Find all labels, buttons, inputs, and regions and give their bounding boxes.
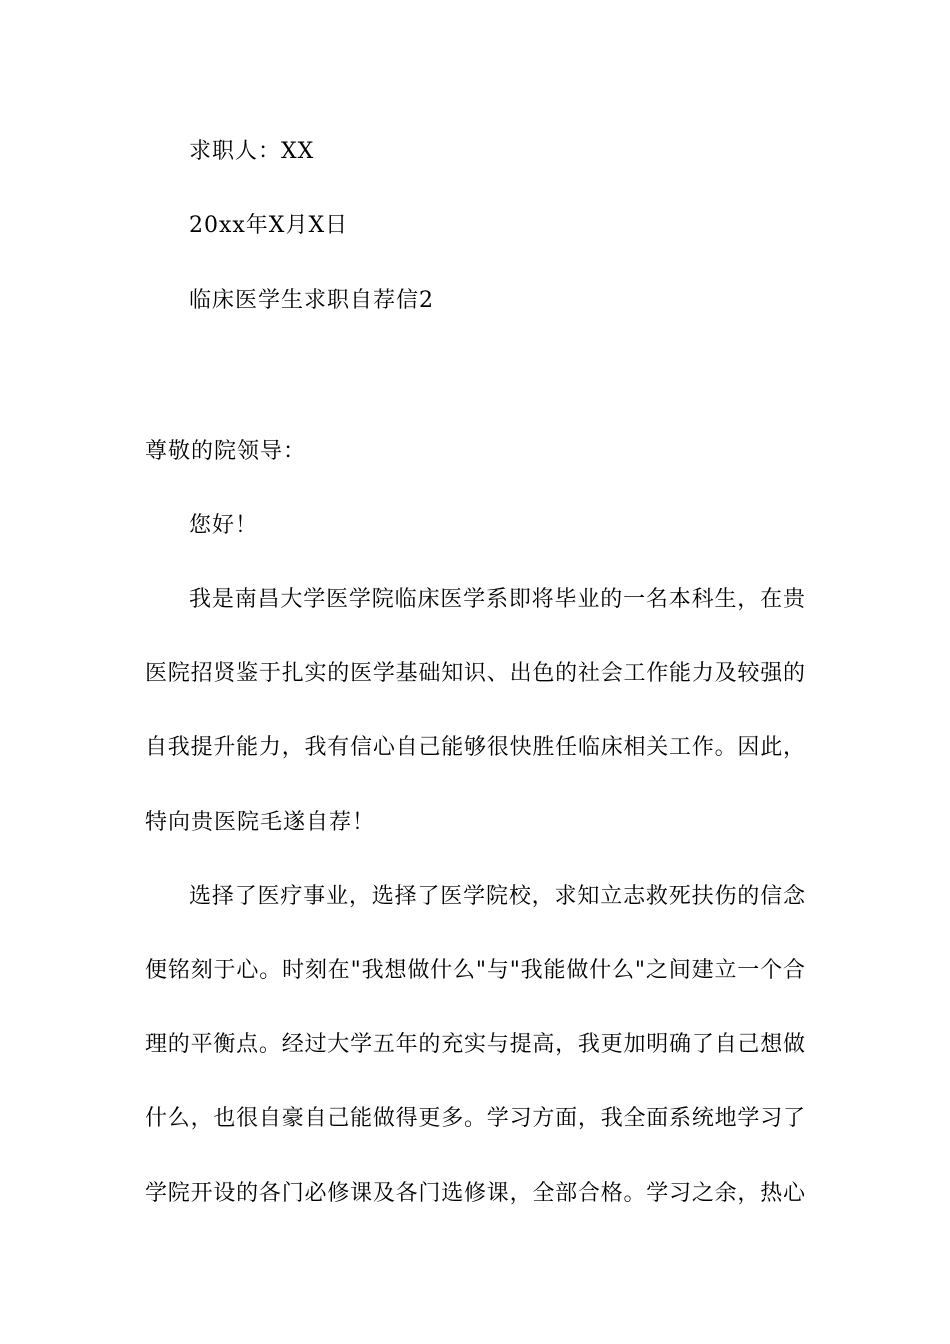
letter-heading: 临床医学生求职自荐信2 xyxy=(189,288,434,313)
paragraph-line: 医院招贤鉴于扎实的医学基础知识、出色的社会工作能力及较强的 xyxy=(145,661,805,686)
paragraph-line: 学院开设的各门必修课及各门选修课，全部合格。学习之余，热心 xyxy=(145,1181,805,1206)
paragraph-line: 什么，也很自豪自己能做得更多。学习方面，我全面系统地学习了 xyxy=(145,1106,805,1131)
paragraph-line: 特向贵医院毛遂自荐！ xyxy=(145,810,376,835)
paragraph-line: 自我提升能力，我有信心自己能够很快胜任临床相关工作。因此， xyxy=(145,735,805,760)
paragraph-line: 选择了医疗事业，选择了医学院校，求知立志救死扶伤的信念 xyxy=(189,884,805,909)
greeting: 您好！ xyxy=(189,513,259,538)
salutation: 尊敬的院领导： xyxy=(145,439,307,464)
paragraph-line: 便铭刻于心。时刻在"我想做什么"与"我能做什么"之间建立一个合 xyxy=(145,958,805,983)
applicant-line: 求职人：XX xyxy=(189,139,315,164)
date-line: 20xx年X月X日 xyxy=(189,213,349,238)
paragraph-line: 理的平衡点。经过大学五年的充实与提高，我更加明确了自己想做 xyxy=(145,1032,805,1057)
paragraph-line: 我是南昌大学医学院临床医学系即将毕业的一名本科生，在贵 xyxy=(189,587,805,612)
